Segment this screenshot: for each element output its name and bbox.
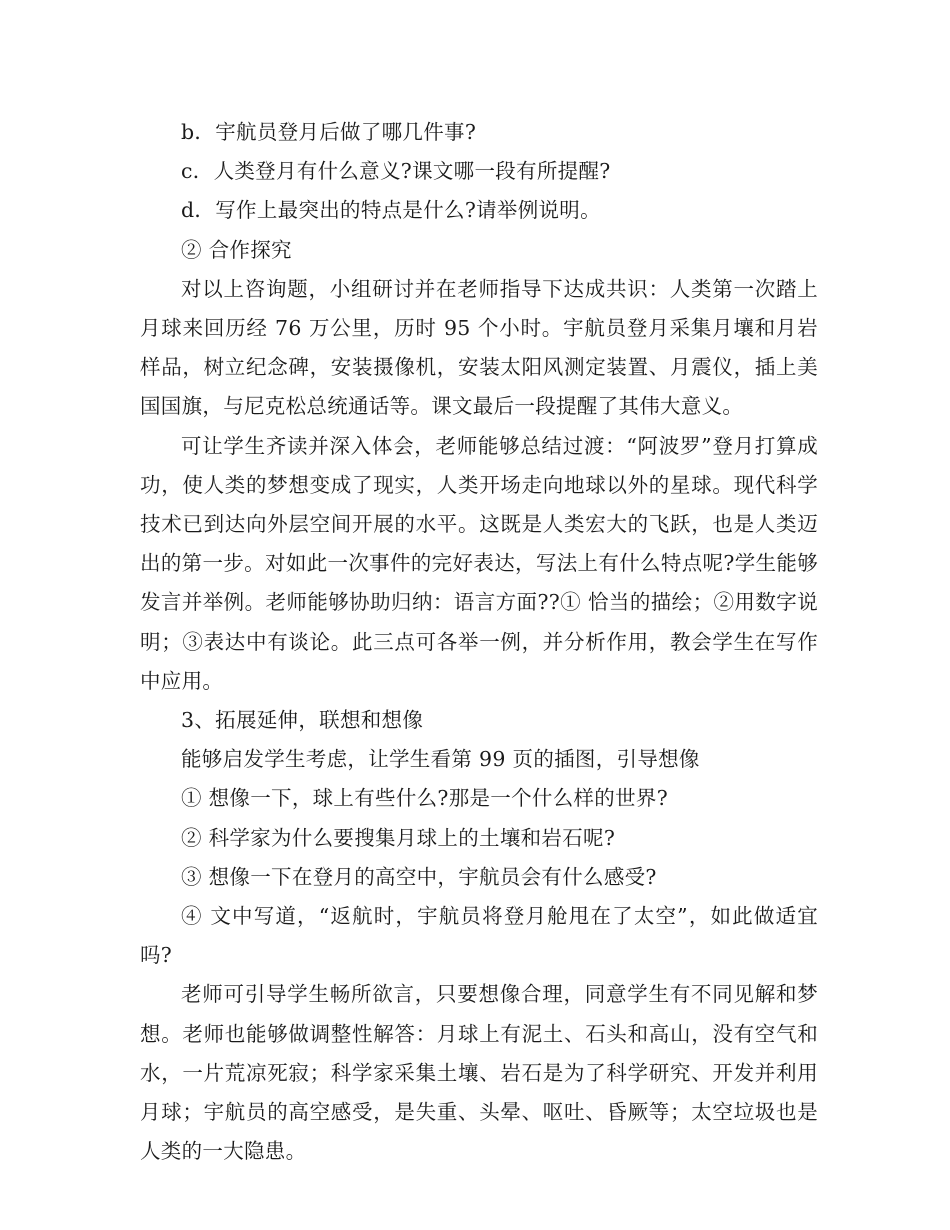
prompt-item-4: ④ 文中写道，“返航时，宇航员将登月舱甩在了太空”，如此做适宜吗?	[140, 904, 818, 968]
paragraph-teacher-guidance: 老师可引导学生畅所欲言，只要想像合理，同意学生有不同见解和梦想。老师也能够做调整性解答：月球上有泥土、石头和高山，没有空气和水，一片荒凉死寂；科学家采集土壤、岩石是为了科学研究、开发并利用月球；宇航员的高空感受，是失重、头晕、呕吐、昏厥等；太空垃圾也是人类的一大隐患。	[140, 982, 818, 1164]
paragraph-consensus: 对以上咨询题，小组研讨并在老师指导下达成共识：人类第一次踏上月球来回历经 76 万公里，历时 95 个小时。宇航员登月采集月壤和月岩样品，树立纪念碑，安装摄像机，安装太阳风测定装置、月震仪，插上美国国旗，与尼克松总统通话等。课文最后一段提醒了其伟大意义。	[140, 276, 818, 419]
paragraph-summary: 可让学生齐读并深入体会，老师能够总结过渡：“阿波罗”登月打算成功，使人类的梦想变成了现实，人类开场走向地球以外的星球。现代科学技术已到达向外层空间开展的水平。这既是人类宏大的飞跃，也是人类迈出的第一步。对如此一次事件的完好表达，写法上有什么特点呢?学生能够发言并举例。老师能够协助归纳：语言方面??① 恰当的描绘；②用数字说明；③表达中有谈论。此三点可各举一例，并分析作用，教会学生在写作中应用。	[140, 433, 818, 693]
document-body	[140, 113, 818, 1171]
section-heading-extension: 3、拓展延伸，联想和想像	[181, 708, 424, 733]
prompt-item-3: ③ 想像一下在登月的高空中，宇航员会有什么感受?	[181, 864, 657, 889]
prompt-item-1: ① 想像一下，球上有些什么?那是一个什么样的世界?	[181, 786, 668, 811]
question-d: d．写作上最突出的特点是什么?请举例说明。	[181, 198, 601, 223]
prompt-item-2: ② 科学家为什么要搜集月球上的土壤和岩石呢?	[181, 825, 616, 850]
paragraph-illustration-prompt: 能够启发学生考虑，让学生看第 99 页的插图，引导想像	[181, 747, 700, 772]
section-heading-cooperative-inquiry: ② 合作探究	[181, 237, 292, 262]
question-b: b．宇航员登月后做了哪几件事?	[181, 120, 477, 144]
question-c: c．人类登月有什么意义?课文哪一段有所提醒?	[181, 159, 611, 184]
